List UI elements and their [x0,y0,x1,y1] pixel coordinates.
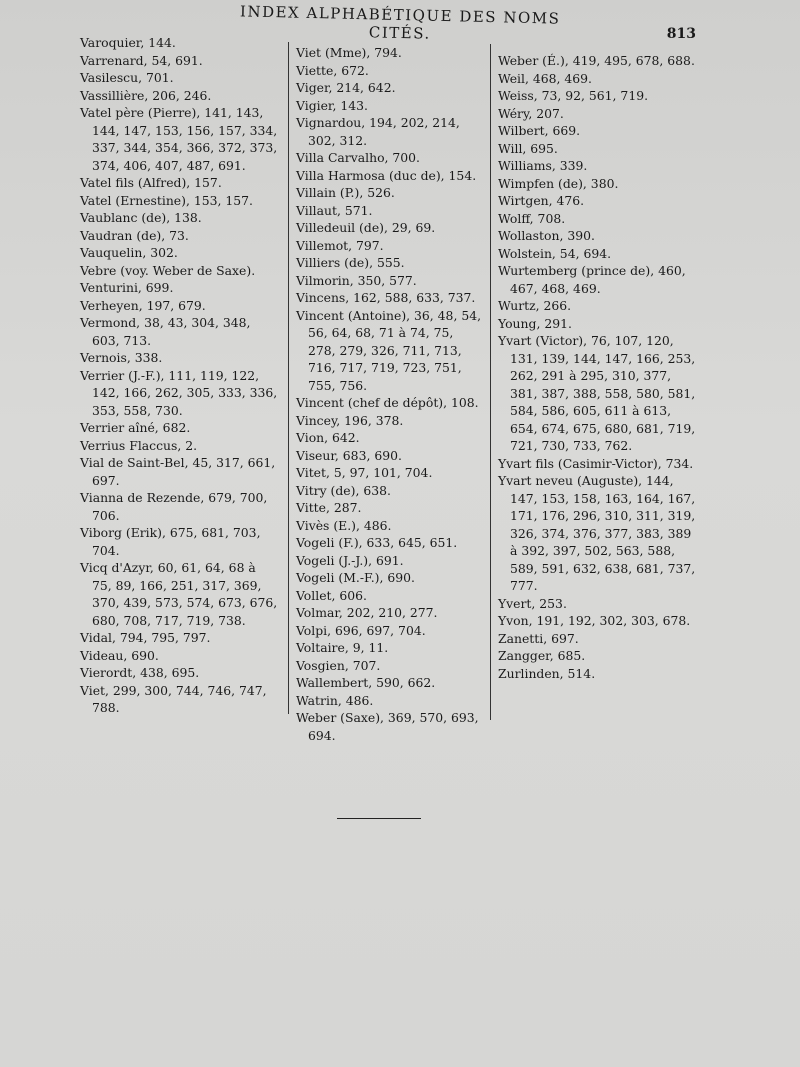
index-entry: Vollet, 606. [296,587,367,603]
index-entry: Vincey, 196, 378. [296,412,404,428]
index-entry: Viborg (Erik), 675, 681, 703, 704. [80,525,261,558]
index-entry: Vernois, 338. [80,350,163,365]
index-entry: Villiers (de), 555. [296,255,405,270]
index-entry: Young, 291. [498,315,572,331]
index-entry: Venturini, 699. [80,280,174,295]
index-entry: Vincent (chef de dépôt), 108. [296,395,479,410]
index-entry: Wirtgen, 476. [498,193,585,208]
index-entry: Wimpfen (de), 380. [498,175,619,191]
index-entry: Vion, 642. [296,430,360,445]
index-entry: Vogeli (M.-F.), 690. [296,570,415,585]
index-entry: Volpi, 696, 697, 704. [296,622,426,638]
index-entry: Viet, 299, 300, 744, 746, 747, 788. [80,682,267,715]
index-entry: Vilmorin, 350, 577. [296,272,417,288]
index-entry: Zangger, 685. [498,648,586,663]
index-entry: Villemot, 797. [296,237,384,253]
index-entry: Vianna de Rezende, 679, 700, 706. [80,490,268,523]
index-entry: Vincent (Antoine), 36, 48, 54, 56, 64, 68, 71 à 74, 75, 278, 279, 326, 711, 713, 716, 717, 719, 723, 751, 755, 756. [296,307,482,393]
index-entry: Voltaire, 9, 11. [296,640,389,655]
index-entry: Vassillière, 206, 246. [80,87,212,103]
index-entry: Villedeuil (de), 29, 69. [296,220,436,235]
end-of-index-rule [337,818,421,819]
index-entry: Vincens, 162, 588, 633, 737. [296,290,476,305]
index-entry: Viseur, 683, 690. [296,447,402,463]
index-entry: Wilbert, 669. [498,123,581,138]
index-column-3 [498,52,696,682]
index-entry: Vebre (voy. Weber de Saxe). [80,262,256,278]
index-entry: Vogeli (J.-J.), 691. [296,552,404,568]
index-column-2 [296,44,484,744]
index-entry: Vaublanc (de), 138. [80,210,202,225]
running-header-title: INDEX ALPHABÉTIQUE DES NOMS CITÉS. [239,2,561,43]
index-entry: Vasilescu, 701. [80,70,174,85]
index-entry: Watrin, 486. [296,692,374,708]
index-entry: Yvert, 253. [498,595,567,611]
index-entry: Zanetti, 697. [498,630,579,646]
index-entry: Will, 695. [498,140,558,156]
index-column-1 [80,34,278,717]
page-number: 813 [666,26,696,42]
index-entry: Wolstein, 54, 694. [498,245,612,261]
index-entry: Verrius Flaccus, 2. [80,437,198,453]
index-entry: Videau, 690. [80,647,159,663]
column-divider [288,42,289,714]
index-entry: Verheyen, 197, 679. [80,297,206,313]
index-entry: Vosgien, 707. [296,657,381,673]
index-entry: Vitry (de), 638. [296,482,391,498]
index-entry: Zurlinden, 514. [498,665,596,681]
index-entry: Weber (É.), 419, 495, 678, 688. [498,53,695,68]
index-entry: Vial de Saint-Bel, 45, 317, 661, 697. [80,455,276,488]
index-entry: Vatel père (Pierre), 141, 143, 144, 147, 153, 156, 157, 334, 337, 344, 354, 366, 372, 373, 374, 406, 407, 487, 691. [80,105,278,173]
index-entry: Williams, 339. [498,158,588,173]
index-entry: Weber (Saxe), 369, 570, 693, 694. [296,710,479,743]
index-entry: Villaut, 571. [296,202,373,218]
index-entry: Vermond, 38, 43, 304, 348, 603, 713. [80,315,251,348]
index-entry: Vigier, 143. [296,97,368,113]
column-divider [490,44,491,720]
index-entry: Varoquier, 144. [80,35,176,50]
index-entry: Vidal, 794, 795, 797. [80,630,211,645]
index-entry: Vitte, 287. [296,500,362,515]
index-entry: Vatel (Ernestine), 153, 157. [80,192,253,208]
index-entry: Wurtemberg (prince de), 460, 467, 468, 469. [498,263,686,296]
index-entry: Wurtz, 266. [498,298,572,313]
index-entry: Yvart neveu (Auguste), 144, 147, 153, 158, 163, 164, 167, 171, 176, 296, 310, 311, 319, 326, 374, 376, 377, 383, 389 à 392, 397, 502, 563, 588, 589, 591, 632, 638, 681, 737, 777. [498,473,696,593]
index-entry: Vicq d'Azyr, 60, 61, 64, 68 à 75, 89, 166, 251, 317, 369, 370, 439, 573, 574, 673, 676, 680, 708, 717, 719, 738. [80,560,278,628]
index-entry: Verrier aîné, 682. [80,420,191,435]
index-entry: Viette, 672. [296,62,369,78]
index-entry: Vignardou, 194, 202, 214, 302, 312. [296,115,460,148]
index-entry: Vauquelin, 302. [80,245,178,260]
index-entry: Yvart fils (Casimir-Victor), 734. [498,455,694,471]
index-entry: Wallembert, 590, 662. [296,675,436,690]
index-entry: Vierordt, 438, 695. [80,665,200,680]
index-entry: Vogeli (F.), 633, 645, 651. [296,535,458,550]
index-entry: Villa Carvalho, 700. [296,150,420,165]
index-entry: Viger, 214, 642. [296,80,396,95]
index-entry: Volmar, 202, 210, 277. [296,605,438,620]
index-entry: Verrier (J.-F.), 111, 119, 122, 142, 166, 262, 305, 333, 336, 353, 558, 730. [80,367,278,418]
index-entry: Varrenard, 54, 691. [80,52,203,68]
index-entry: Wollaston, 390. [498,228,595,243]
index-entry: Villain (P.), 526. [296,185,395,200]
index-entry: Yvart (Victor), 76, 107, 120, 131, 139, 144, 147, 166, 253, 262, 291 à 295, 310, 377, 381, 387, 388, 558, 580, 581, 584, 586, 605, 611 à 613, 654, 674, 675, 680, 681, 719, 721, 730, 733, 762. [498,333,696,453]
index-entry: Vivès (E.), 486. [296,517,392,533]
index-entry: Wolff, 708. [498,210,566,226]
index-entry: Yvon, 191, 192, 302, 303, 678. [498,613,691,628]
index-entry: Vaudran (de), 73. [80,227,189,243]
index-entry: Wéry, 207. [498,105,564,121]
index-entry: Viet (Mme), 794. [296,45,402,60]
index-entry: Villa Harmosa (duc de), 154. [296,167,477,183]
index-entry: Weil, 468, 469. [498,70,592,86]
index-entry: Vatel fils (Alfred), 157. [80,175,222,190]
index-entry: Weiss, 73, 92, 561, 719. [498,88,649,103]
index-entry: Vitet, 5, 97, 101, 704. [296,465,433,480]
